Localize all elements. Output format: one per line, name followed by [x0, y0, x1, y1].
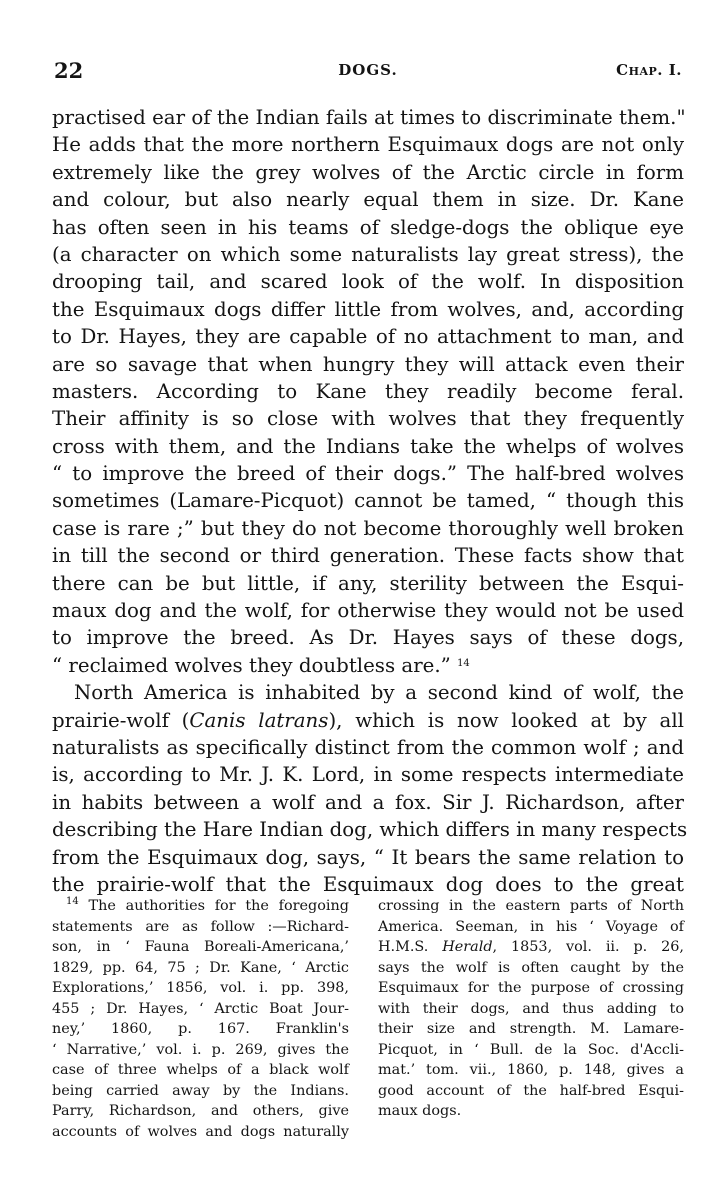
footnote-line: son, in ‘ Fauna Boreali-Americana,’ — [52, 939, 349, 955]
text-line: in habits between a wolf and a fox. Sir J. Richardson, after — [52, 790, 684, 814]
running-header — [52, 58, 684, 86]
text-line: Their affinity is so close with wolves that they frequently — [52, 407, 684, 431]
footnote-line: accounts of wolves and dogs naturally — [52, 1123, 349, 1140]
footnote-line: 1829, pp. 64, 75 ; Dr. Kane, ‘ Arctic — [52, 959, 349, 976]
text-line: and colour, but also nearly equal them in size. Dr. Kane — [52, 188, 684, 212]
footnote-line: Explorations,’ 1856, vol. i. pp. 398, — [52, 980, 349, 996]
text-line: naturalists as specifically distinct from the common wolf ; and — [52, 735, 684, 759]
footnote-line: crossing in the eastern parts of North — [378, 898, 684, 914]
footnote-line: with their dogs, and thus adding to — [378, 1000, 684, 1017]
footnote-line: Esquimaux for the purpose of crossing — [378, 980, 684, 996]
paragraph-end-line — [52, 652, 684, 679]
footnote-first-line — [52, 896, 349, 917]
text-line: to Dr. Hayes, they are capable of no attachment to man, and — [52, 325, 684, 349]
quote-text: “ reclaimed wolves they doubtless are.” — [52, 653, 451, 677]
footnote-line: mat.’ tom. vii., 1860, p. 148, gives a — [378, 1062, 684, 1078]
footnote-line: their size and strength. M. Lamare- — [378, 1021, 684, 1037]
text-line: case is rare ;” but they do not become thoroughly well broken — [52, 516, 684, 540]
main-text — [52, 104, 688, 898]
footnote-line: case of three whelps of a black wolf — [52, 1062, 349, 1078]
footnote-line: statements are as follow :—Richard- — [52, 918, 349, 935]
footnote-line: Picquot, in ‘ Bull. de la Soc. d'Accli- — [378, 1041, 684, 1058]
page-number: 22 — [54, 58, 84, 83]
text-line: the prairie-wolf that the Esquimaux dog does to the great — [52, 872, 684, 896]
footnote-line — [378, 937, 684, 958]
text-line: there can be but little, if any, sterility between the Esqui- — [52, 571, 684, 595]
footnote-marker: 14 — [66, 896, 79, 907]
footnote-left-column — [52, 896, 349, 1142]
text-line: to improve the breed. As Dr. Hayes says of these dogs, — [52, 626, 684, 650]
footnote-text: The authorities for the foregoing — [88, 898, 350, 914]
footnote-line: Parry, Richardson, and others, give — [52, 1103, 349, 1119]
text-line: “ to improve the breed of their dogs.” The half-bred wolves — [52, 462, 684, 486]
book-page — [52, 0, 688, 1200]
text-line: He adds that the more northern Esquimaux dogs are not only — [52, 133, 684, 157]
text-line: sometimes (Lamare-Picquot) cannot be tamed, “ though this — [52, 489, 684, 513]
footnote-line: America. Seeman, in his ‘ Voyage of — [378, 918, 684, 935]
text-span: prairie-wolf ( — [52, 708, 190, 732]
text-line — [52, 707, 684, 734]
text-line: in till the second or third generation. These facts show that — [52, 544, 684, 568]
footnote-line: ‘ Narrative,’ vol. i. p. 269, gives the — [52, 1041, 349, 1058]
footnote-right-column — [378, 896, 684, 1122]
footnote-line: good account of the half-bred Esqui- — [378, 1082, 684, 1099]
text-line: maux dog and the wolf, for otherwise they would not be used — [52, 599, 684, 623]
text-line: extremely like the grey wolves of the Arctic circle in form — [52, 160, 684, 184]
text-line: has often seen in his teams of sledge-dogs the oblique eye — [52, 215, 684, 239]
text-line: practised ear of the Indian fails at times to discriminate them." — [52, 106, 686, 129]
footnote-reference: 14 — [457, 657, 470, 669]
footnote-line: being carried away by the Indians. — [52, 1082, 349, 1099]
text-line: the Esquimaux dogs differ little from wolves, and, according — [52, 297, 684, 321]
text-line: are so savage that when hungry they will attack even their — [52, 352, 684, 376]
species-name: Canis latrans — [189, 708, 329, 732]
text-span: , 1853, vol. ii. p. 26, — [492, 939, 684, 955]
footnote-last-line: maux dogs. — [378, 1103, 462, 1119]
text-line: from the Esquimaux dog, says, “ It bears the same relation to — [52, 845, 684, 869]
footnote-line: 455 ; Dr. Hayes, ‘ Arctic Boat Jour- — [52, 1000, 349, 1017]
text-line: cross with them, and the Indians take the whelps of wolves — [52, 434, 684, 458]
footnote-line: says the wolf is often caught by the — [378, 959, 684, 976]
ship-name: Herald — [442, 939, 493, 955]
text-span: ), which is now looked at by all — [328, 708, 684, 732]
text-line: drooping tail, and scared look of the wolf. In disposition — [52, 270, 684, 294]
text-line: describing the Hare Indian dog, which differs in many respects — [52, 818, 688, 842]
text-line: (a character on which some naturalists lay great stress), the — [52, 242, 684, 266]
paragraph-start-line: North America is inhabited by a second kind of wolf, the — [74, 681, 684, 705]
footnote-line: ney,’ 1860, p. 167. Franklin's — [52, 1021, 349, 1037]
chapter-label: Chap. I. — [616, 61, 682, 79]
running-title: DOGS. — [338, 61, 398, 79]
text-line: masters. According to Kane they readily become feral. — [52, 379, 684, 403]
text-line: is, according to Mr. J. K. Lord, in some respects intermediate — [52, 763, 684, 787]
text-span: H.M.S. — [378, 939, 443, 955]
